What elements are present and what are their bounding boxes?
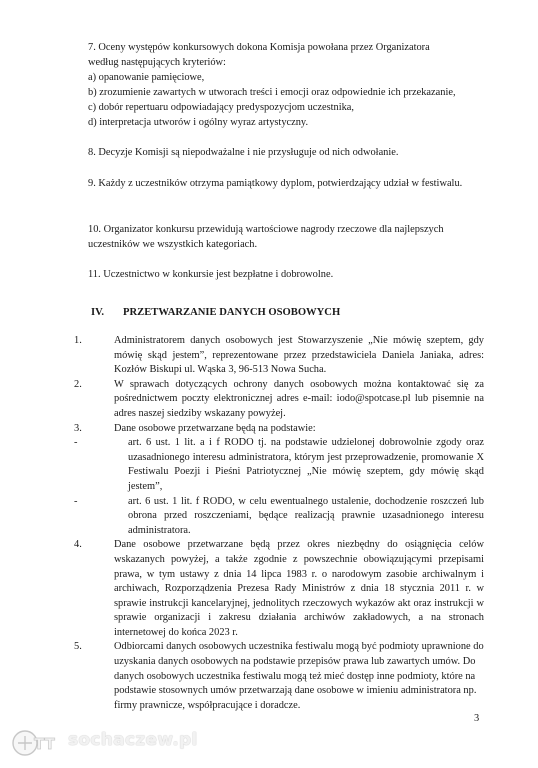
list-item [74, 334, 484, 378]
list-item [74, 640, 484, 713]
page-number: 3 [474, 713, 480, 724]
legal-basis-f-text: art. 6 ust. 1 lit. f RODO, w celu ewentualnego ustalenie, dochodzenie roszczeń lub obrona przed roszczeniami, będące realizacją prawnie uzasadnionego interesu administratora. [128, 495, 484, 536]
watermark-text: sochaczew.pl [68, 730, 198, 750]
list-item [74, 378, 484, 422]
paragraph-10: 10. Organizator konkursu przewidują wartościowe nagrody rzeczowe dla najlepszych uczestników we wszystkich kategoriach. [88, 224, 444, 250]
item-number: 5. [74, 641, 82, 653]
section-number: IV. [91, 307, 105, 318]
section-heading [91, 307, 340, 318]
list-item [74, 422, 484, 539]
criterion-a: a) opanowanie pamięciowe, [88, 72, 205, 83]
section-title: PRZETWARZANIE DANYCH OSOBOWYCH [123, 307, 341, 318]
legal-basis-a [74, 436, 484, 494]
dash-marker: - [74, 437, 78, 449]
list-item [74, 538, 484, 640]
item-number: 1. [74, 335, 82, 346]
watermark [8, 725, 258, 759]
dash-marker: - [74, 495, 78, 507]
paragraph-7 [88, 40, 480, 130]
legal-basis-a-text: art. 6 ust. 1 lit. a i f RODO tj. na podstawie udzielonej dobrowolnie zgody oraz uzasadnionego interesu administratora, którym jest przeprowadzenie, promowanie X Festiwalu Poezji i Pieśni Patriotycznej „Nie mówię szeptem, gdy mówię skąd jestem”, [128, 437, 484, 492]
criterion-c: c) dobór repertuaru odpowiadający predyspozycjom uczestnika, [88, 102, 355, 113]
svg-text:TT: TT [34, 735, 55, 753]
data-processing-list [74, 334, 484, 713]
item-text: Dane osobowe przetwarzane będą na podstawie: [114, 422, 316, 434]
paragraph-8: 8. Decyzje Komisji są niepodważalne i nie przysługuje od nich odwołanie. [88, 147, 399, 158]
legal-basis-f [74, 495, 484, 539]
item-text: W sprawach dotyczących ochrony danych osobowych można kontaktować się za pośrednictwem poczty elektronicznej adres e-mail: iodo@spotcase.pl lub pisemnie na adres naszej siedziby wskazany powyżej. [114, 378, 484, 419]
item-number: 2. [74, 378, 82, 390]
item-number: 3. [74, 422, 82, 434]
paragraph-7-line2: według następujących kryteriów: [88, 57, 226, 68]
paragraph-11: 11. Uczestnictwo w konkursie jest bezpłatne i dobrowolne. [88, 269, 334, 280]
paragraph-9: 9. Każdy z uczestników otrzyma pamiątkowy dyplom, potwierdzający udział w festiwalu. [88, 178, 463, 189]
criterion-b: b) zrozumienie zawartych w utworach treści i emocji oraz odpowiednie ich przekazanie, [88, 87, 456, 98]
paragraph-7-line1: 7. Oceny występów konkursowych dokona Komisja powołana przez Organizatora [88, 42, 430, 53]
item-text: Odbiorcami danych osobowych uczestnika festiwalu mogą być podmioty uprawnione do uzyskania danych osobowych na podstawie przepisów prawa lub zawartych umów. Do danych osobowych uczestnika festiwalu mogą też mieć dostęp inne podmioty, które na podstawie stosownych umów przetwarzają dane osobowe w imieniu administratora np. firmy prawnicze, współpracujące i doradcze. [114, 641, 484, 711]
item-number: 4. [74, 539, 82, 551]
item-text: Dane osobowe przetwarzane będą przez okres niezbędny do osiągnięcia celów wskazanych powyżej, a także zgodnie z powszechnie obowiązującymi przepisami prawa, w tym ustawy z dnia 14 lipca 1983 r. o narodowym zasobie archiwalnym i archiwach, Rozporządzenia Prezesa Rady Ministrów z dnia 18 stycznia 2011 r. w sprawie instrukcji kancelaryjnej, jednolitych rzeczowych wykazów akt oraz instrukcji w sprawie organizacji i zakresu działania archiwów zakładowych, a na stronach internetowej do końca 2023 r. [114, 539, 484, 638]
criterion-d: d) interpretacja utworów i ogólny wyraz artystyczny. [88, 117, 309, 128]
item-text: Administratorem danych osobowych jest Stowarzyszenie „Nie mówię szeptem, gdy mówię skąd jestem”, reprezentowane przez przedstawiciela Daniela Janiaka, adres: Kozłów Biskupi ul. Wąska 3, 96-513 Nowa Sucha. [114, 335, 484, 376]
watermark-logo-icon [8, 725, 66, 759]
